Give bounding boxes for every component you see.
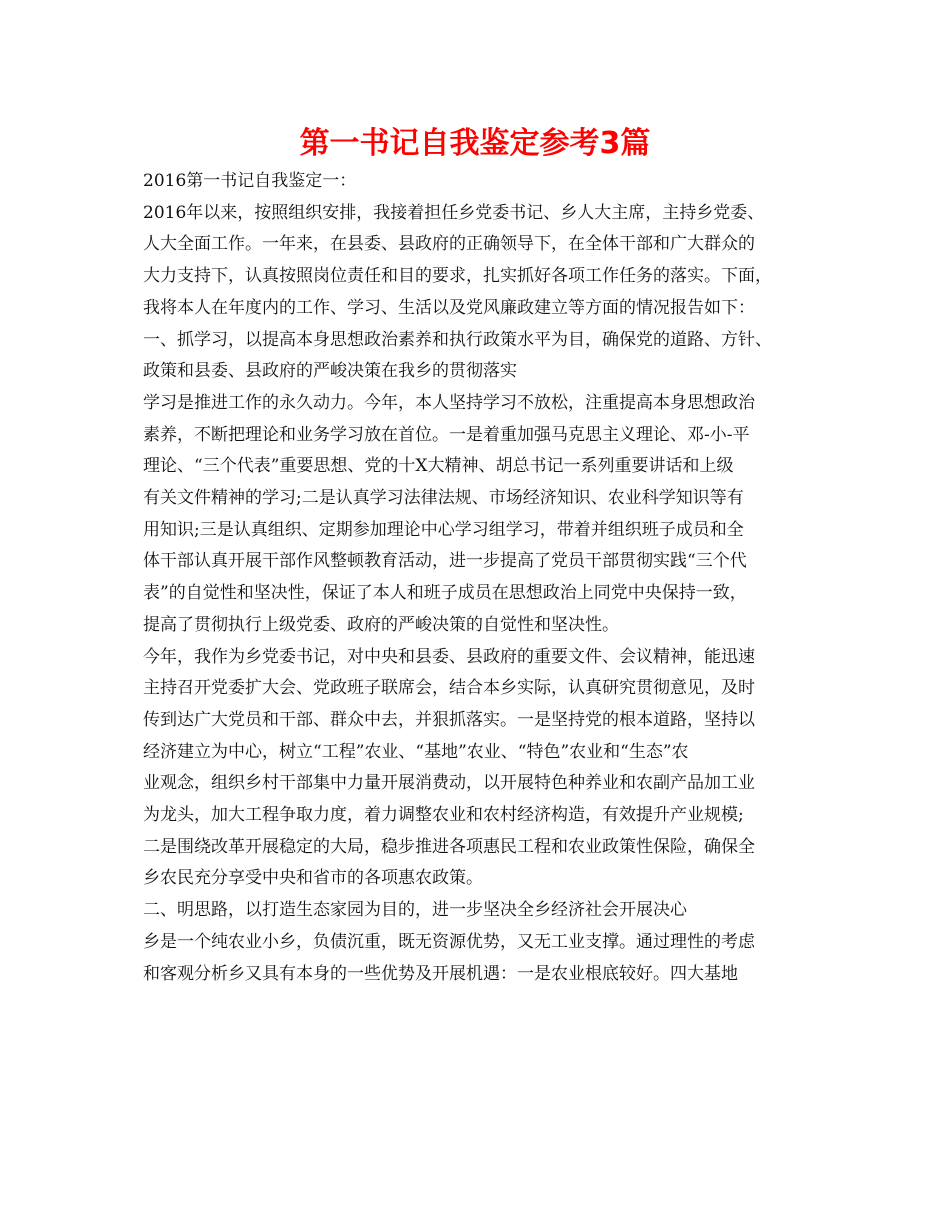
document-body xyxy=(143,166,823,990)
text-line: 理论、“三个代表”重要思想、党的十X大精神、胡总书记一系列重要讲话和上级 xyxy=(143,456,734,477)
text-line: 乡农民充分享受中央和省市的各项惠农政策。 xyxy=(143,868,483,889)
text-line: 业观念，组织乡村干部集中力量开展消费动，以开展特色种养业和农副产品加工业 xyxy=(143,773,755,794)
text-line: 素养，不断把理论和业务学习放在首位。一是着重加强马克思主义理论、邓-小-平 xyxy=(143,424,750,445)
text-line: 传到达广大党员和干部、群众中去，并狠抓落实。一是坚持党的根本道路，坚持以 xyxy=(143,709,755,730)
text-line: 2016第一书记自我鉴定一： xyxy=(143,171,357,191)
text-line: 有关文件精神的学习;二是认真学习法律法规、市场经济知识、农业科学知识等有 xyxy=(143,488,744,509)
text-line: 和客观分析乡又具有本身的一些优势及开展机遇：一是农业根底较好。四大基地 xyxy=(143,963,738,984)
text-line: 今年，我作为乡党委书记，对中央和县委、县政府的重要文件、会议精神，能迅速 xyxy=(143,646,755,667)
text-line: 2016年以来，按照组织安排，我接着担任乡党委书记、乡人大主席，主持乡党委、 xyxy=(143,202,765,223)
text-line: 政策和县委、县政府的严峻决策在我乡的贯彻落实 xyxy=(143,361,517,382)
text-line: 一、抓学习，以提高本身思想政治素养和执行政策水平为目，确保党的道路、方针、 xyxy=(143,329,772,350)
text-line: 为龙头，加大工程争取力度，着力调整农业和农村经济构造，有效提升产业规模; xyxy=(143,805,744,826)
text-line: 二、明思路，以打造生态家园为目的，进一步坚决全乡经济社会开展决心 xyxy=(143,900,687,921)
text-line: 体干部认真开展干部作风整顿教育活动，进一步提高了党员干部贯彻实践“三个代 xyxy=(143,551,747,572)
text-line: 大力支持下，认真按照岗位责任和目的要求，扎实抓好各项工作任务的落实。下面， xyxy=(143,266,772,287)
text-line: 人大全面工作。一年来，在县委、县政府的正确领导下，在全体干部和广大群众的 xyxy=(143,234,755,255)
text-line: 我将本人在年度内的工作、学习、生活以及党风廉政建立等方面的情况报告如下： xyxy=(143,297,755,318)
document-title: 第一书记自我鉴定参考3篇 xyxy=(299,126,651,161)
text-line: 主持召开党委扩大会、党政班子联席会，结合本乡实际，认真研究贯彻意见，及时 xyxy=(143,678,755,699)
text-line: 乡是一个纯农业小乡，负债沉重，既无资源优势，又无工业支撑。通过理性的考虑 xyxy=(143,931,755,952)
text-line: 表”的自觉性和坚决性，保证了本人和班子成员在思想政治上同党中央保持一致， xyxy=(143,583,747,604)
text-line: 经济建立为中心，树立“工程”农业、“基地”农业、“特色”农业和“生态”农 xyxy=(143,741,689,762)
text-line: 用知识;三是认真组织、定期参加理论中心学习组学习，带着并组织班子成员和全 xyxy=(143,519,744,540)
text-line: 学习是推进工作的永久动力。今年，本人坚持学习不放松，注重提高本身思想政治 xyxy=(143,392,755,413)
text-line: 二是围绕改革开展稳定的大局，稳步推进各项惠民工程和农业政策性保险，确保全 xyxy=(143,836,755,857)
text-line: 提高了贯彻执行上级党委、政府的严峻决策的自觉性和坚决性。 xyxy=(143,614,619,635)
